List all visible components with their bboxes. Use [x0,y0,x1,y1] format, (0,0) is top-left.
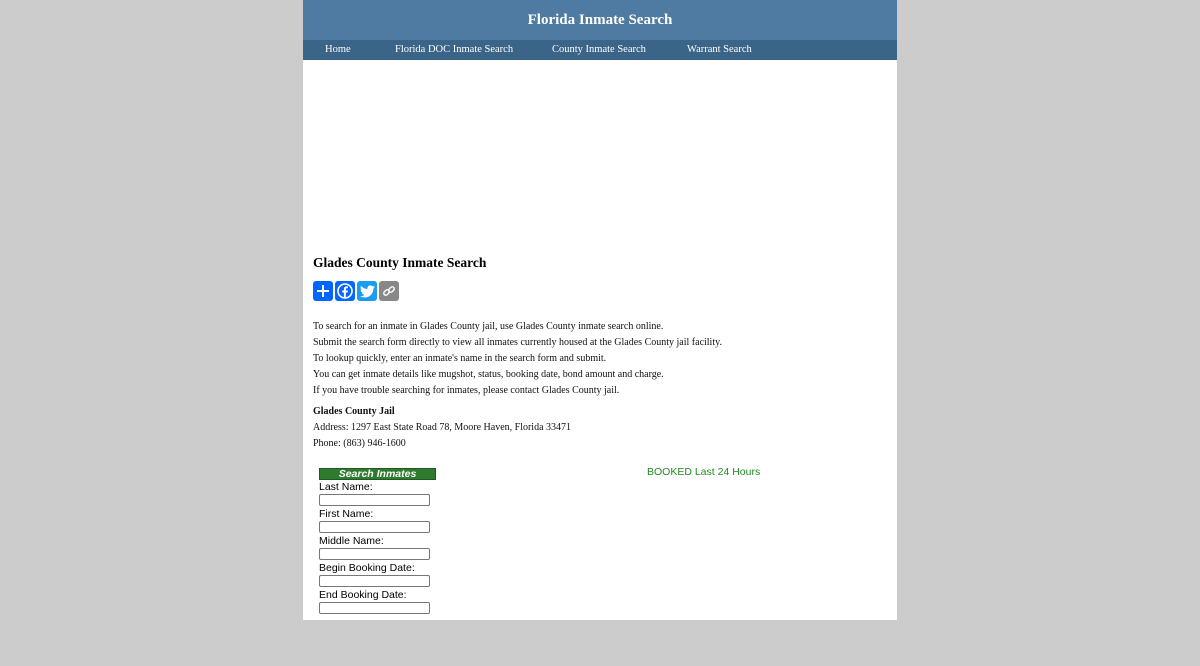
booked-last-24-hours-link[interactable]: BOOKED Last 24 Hours [647,466,761,478]
nav-warrant-search[interactable]: Warrant Search [687,44,752,55]
nav-florida-doc-inmate-search[interactable]: Florida DOC Inmate Search [395,44,514,55]
nav-home[interactable]: Home [325,44,351,55]
page-container [303,0,897,620]
search-form-title: Search Inmates [319,468,436,480]
first-name-label: First Name: [319,508,374,520]
search-section [313,466,887,666]
site-title: Florida Inmate Search [527,12,673,28]
last-name-input[interactable] [319,494,430,506]
copy-link-icon[interactable] [379,281,399,301]
intro-line: Submit the search form directly to view all inmates currently housed at the Glades County jail facility. [313,337,722,348]
top-nav [303,40,897,60]
jail-phone: Phone: (863) 946-1600 [313,438,406,449]
jail-address: Address: 1297 East State Road 78, Moore Haven, Florida 33471 [313,422,572,433]
intro-line: If you have trouble searching for inmates, please contact Glades County jail. [313,385,620,396]
facebook-icon[interactable] [335,281,355,301]
middle-name-label: Middle Name: [319,535,384,547]
first-name-input[interactable] [319,521,430,533]
end-booking-date-input[interactable] [319,602,430,614]
last-name-label: Last Name: [319,481,373,493]
jail-name: Glades County Jail [313,406,395,417]
intro-line: To search for an inmate in Glades County jail, use Glades County inmate search online. [313,321,664,332]
nav-county-inmate-search[interactable]: County Inmate Search [552,44,646,55]
intro-line: You can get inmate details like mugshot, status, booking date, bond amount and charge. [313,369,664,380]
intro-text [313,319,887,399]
end-booking-date-label: End Booking Date: [319,589,407,601]
search-inmates-form [319,468,436,616]
begin-booking-date-label: Begin Booking Date: [319,562,415,574]
twitter-icon[interactable] [357,281,377,301]
ad-placeholder [303,60,897,255]
share-plus-icon[interactable] [313,281,333,301]
main-content [303,255,897,666]
page-title: Glades County Inmate Search [313,255,487,270]
intro-line: To lookup quickly, enter an inmate's name in the search form and submit. [313,353,607,364]
middle-name-input[interactable] [319,548,430,560]
jail-info [313,404,887,452]
site-header [303,0,897,40]
begin-booking-date-input[interactable] [319,575,430,587]
share-bar [313,281,887,301]
